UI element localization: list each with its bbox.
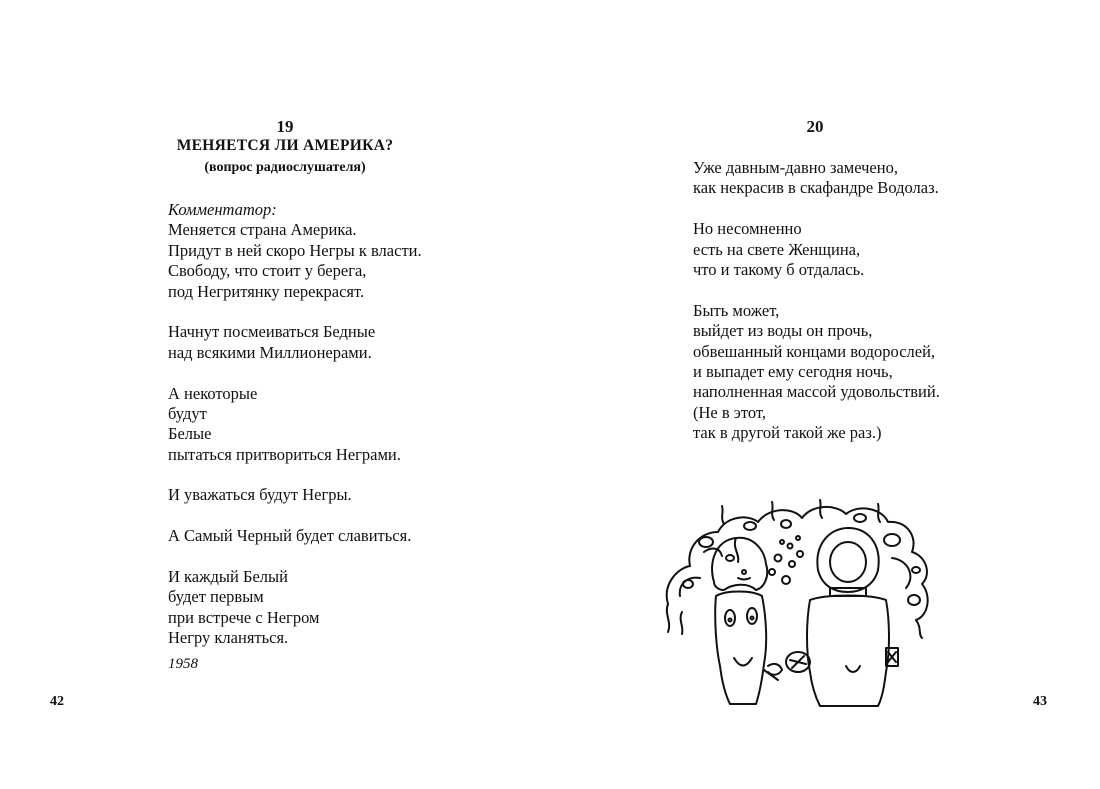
poem-year: 1958 — [168, 656, 198, 672]
poem-line: обвешанный концами водорослей, — [693, 341, 936, 361]
poem-line: Негру кланяться. — [168, 628, 289, 648]
poem-line: Быть может, — [693, 300, 780, 320]
poem-line: (Не в этот, — [693, 402, 766, 422]
poem-line: Начнут посмеиваться Бедные — [168, 322, 376, 342]
poem-line: над всякими Миллионерами. — [168, 342, 372, 362]
poem-line: так в другой такой же раз.) — [693, 423, 882, 443]
seaweed-outline — [667, 507, 928, 620]
woman-body — [715, 596, 766, 704]
page-number: 43 — [1033, 694, 1047, 709]
speaker-label: Комментатор: — [168, 200, 277, 219]
poem-line: И каждый Белый — [168, 567, 288, 587]
right-page — [550, 0, 1100, 789]
poem-line: наполненная массой удовольствий. — [693, 382, 940, 402]
page-number: 42 — [50, 694, 64, 709]
poem-line: А некоторые — [168, 383, 258, 403]
poem-line: под Негритянку перекрасят. — [168, 281, 365, 301]
poem-line: пытаться притвориться Неграми. — [168, 444, 401, 464]
poem-line: выйдет из воды он прочь, — [693, 321, 873, 341]
poem-line: И уважаться будут Негры. — [168, 485, 352, 505]
poem-line: Меняется страна Америка. — [168, 220, 357, 240]
diver-body — [807, 600, 889, 706]
poem-number: 20 — [806, 117, 824, 136]
poem-title: МЕНЯЕТСЯ ЛИ АМЕРИКА? — [176, 137, 394, 154]
poem-line: Свободу, что стоит у берега, — [168, 261, 367, 281]
poem-line: А Самый Черный будет славиться. — [168, 526, 412, 546]
poem-line: будут — [168, 403, 207, 423]
poem-number: 19 — [276, 117, 294, 136]
poem-line: Придут в ней скоро Негры к власти. — [168, 240, 422, 260]
poem-body — [168, 200, 422, 649]
poem-body — [693, 158, 940, 443]
poem-line: Белые — [168, 424, 212, 444]
poem-line: как некрасив в скафандре Водолаз. — [693, 178, 939, 198]
poem-line: что и такому б отдалась. — [693, 259, 865, 279]
woman-hair — [712, 538, 767, 590]
poem-line: будет первым — [168, 587, 264, 607]
poem-line: Уже давным-давно замечено, — [693, 158, 898, 177]
diver-and-woman-drawing — [660, 492, 950, 710]
poem-line: есть на свете Женщина, — [693, 239, 861, 259]
poem-line: при встрече с Негром — [168, 607, 320, 627]
poem-line: Но несомненно — [693, 219, 802, 239]
poem-line: и выпадет ему сегодня ночь, — [693, 361, 893, 381]
poem-subtitle: (вопрос радиослушателя) — [204, 160, 366, 175]
